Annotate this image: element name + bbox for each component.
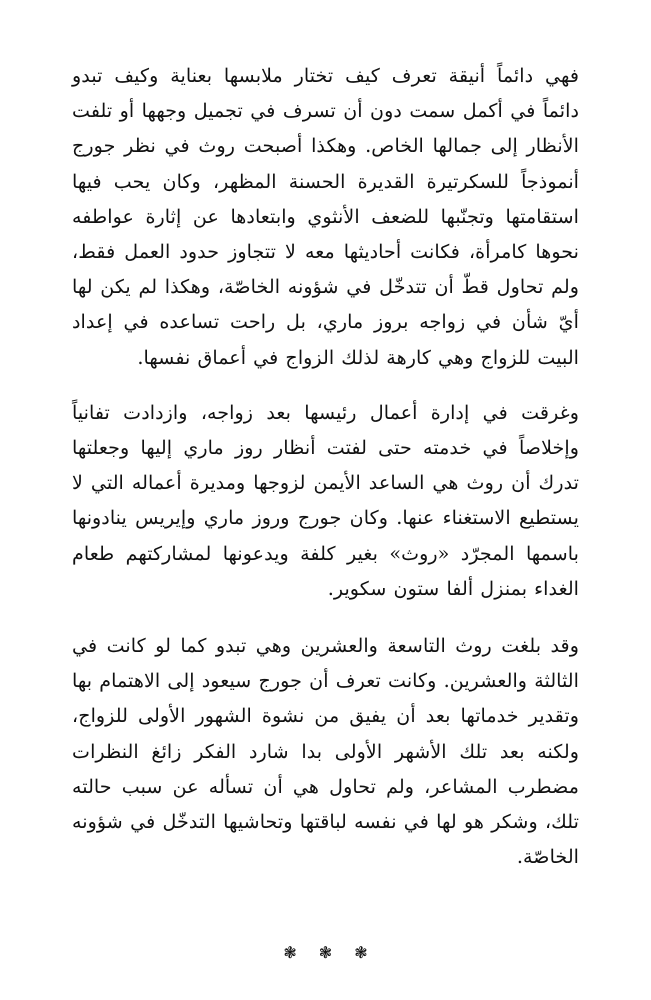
paragraph-2: وغرقت في إدارة أعمال رئيسها بعد زواجه، وازدادت تفانياً وإخلاصاً في خدمته حتى لفتت أنظار روز ماري إليها وجعلتها تدرك أن روث هي الساعد الأيمن لزوجها ومديرة أعماله التي لا يستطيع الاستغناء عنها. وكان جورج وروز ماري وإيريس ينادونها باسمها المجرّد «روث» بغير كلفة ويدعونها لمشاركتهم طعام الغداء بمنزل ألفا ستون سكوير.	[72, 400, 579, 600]
paragraph-3: وقد بلغت روث التاسعة والعشرين وهي تبدو كما لو كانت في الثالثة والعشرين. وكانت تعرف أن جورج سيعود إلى الاهتمام بها وتقدير خدماتها بعد أن يفيق من نشوة الشهور الأولى للزواج، ولكنه بعد تلك الأشهر الأولى بدا شارد الفكر زائغ النظرات مضطرب المشاعر، ولم تحاول هي أن تسأله عن سبب حالته تلك، وشكر هو لها في نفسه لباقتها وتحاشيها التدخّل في شؤونه الخاصّة.	[72, 634, 579, 869]
section-separator	[0, 943, 651, 963]
flower-ornament-icon: ❃	[318, 943, 333, 962]
paragraph-1: فهي دائماً أنيقة تعرف كيف تختار ملابسها بعناية وكيف تبدو دائماً في أكمل سمت دون أن تسرف في تجميل وجهها أو تلفت الأنظار إلى جمالها الخاص. وهكذا أصبحت روث في نظر جورج أنموذجاً للسكرتيرة القديرة الحسنة المظهر، وكان يحب فيها استقامتها وتجنّبها للضعف الأنثوي وابتعادها عن إثارة عواطفه نحوها كامرأة، فكانت أحاديثها معه لا تتجاوز حدود العمل فقط، ولم تحاول قطّ أن تتدخّل في شؤونه الخاصّة، وهكذا لم يكن لها أيّ شأن في زواجه بروز ماري، بل راحت تساعده في إعداد البيت للزواج وهي كارهة لذلك الزواج في أعماق نفسها.	[72, 64, 579, 369]
flower-ornament-icon: ❃	[283, 943, 297, 962]
flower-ornament-icon: ❃	[354, 943, 368, 962]
